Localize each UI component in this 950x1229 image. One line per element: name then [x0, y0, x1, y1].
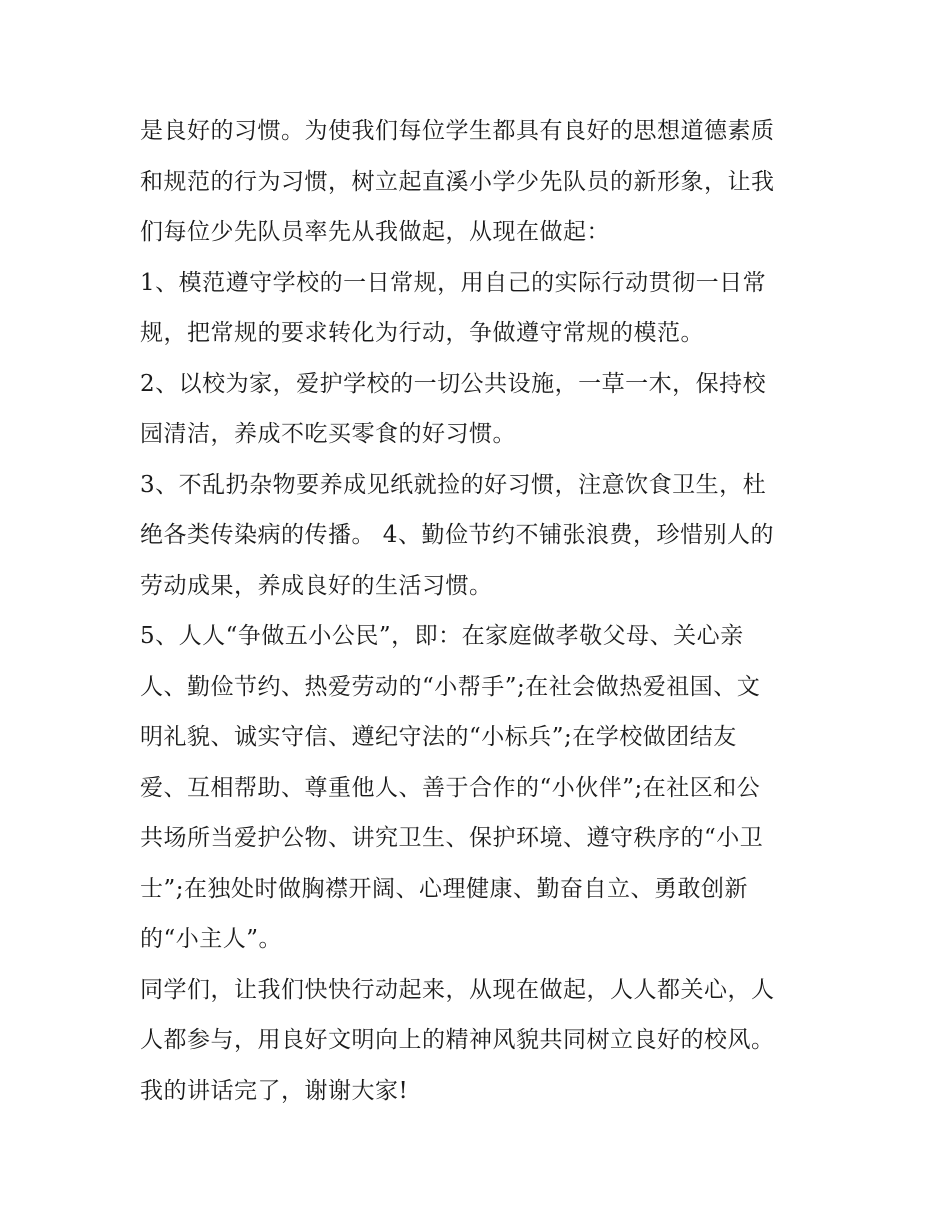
text-line: 是良好的习惯。为使我们每位学生都具有良好的思想道德素质 — [140, 118, 775, 144]
list-item-5-line: 人、勤俭节约、热爱劳动的“小帮手”;在社会做热爱祖国、文 — [140, 673, 761, 700]
text-line: 们每位少先队员率先从我做起，从现在做起： — [140, 219, 610, 245]
list-item-5-line: 爱、互相帮助、尊重他人、善于合作的“小伙伴”;在社区和公 — [140, 774, 761, 801]
list-item-3-line: 3、不乱扔杂物要养成见纸就捡的好习惯，注意饮食卫生，杜 — [140, 471, 767, 498]
list-item-4-line: 劳动成果，养成良好的生活习惯。 — [140, 572, 493, 599]
list-item-2-line: 2、以校为家，爱护学校的一切公共设施，一草一木，保持校 — [140, 370, 767, 397]
text-line: 和规范的行为习惯，树立起直溪小学少先队员的新形象，让我 — [140, 168, 775, 195]
closing-line: 我的讲话完了，谢谢大家! — [140, 1077, 409, 1104]
list-item-5-line: 的“小主人”。 — [140, 926, 283, 952]
list-item-5-line: 共场所当爱护公物、讲究卫生、保护环境、遵守秩序的“小卫 — [140, 825, 764, 851]
list-item-1-line: 规，把常规的要求转化为行动，争做遵守常规的模范。 — [140, 320, 704, 346]
list-item-5-line: 明礼貌、诚实守信、遵纪守法的“小标兵”;在学校做团结友 — [140, 724, 737, 750]
closing-line: 人都参与，用良好文明向上的精神风貌共同树立良好的校风。 — [140, 1027, 775, 1053]
list-item-2-line: 园清洁，养成不吃买零食的好习惯。 — [140, 421, 516, 447]
list-item-5-line: 士”;在独处时做胸襟开阔、心理健康、勤奋自立、勇敢创新 — [140, 875, 749, 902]
list-item-1-line: 1、模范遵守学校的一日常规，用自己的实际行动贯彻一日常 — [140, 269, 767, 296]
closing-line: 同学们，让我们快快行动起来，从现在做起，人人都关心，人 — [140, 976, 775, 1003]
list-item-3-4-line: 绝各类传染病的传播。 4、勤俭节约不铺张浪费，珍惜别人的 — [140, 522, 774, 548]
list-item-5-line: 5、人人“争做五小公民”，即：在家庭做孝敬父母、关心亲 — [140, 623, 744, 649]
document-body — [140, 106, 820, 1116]
